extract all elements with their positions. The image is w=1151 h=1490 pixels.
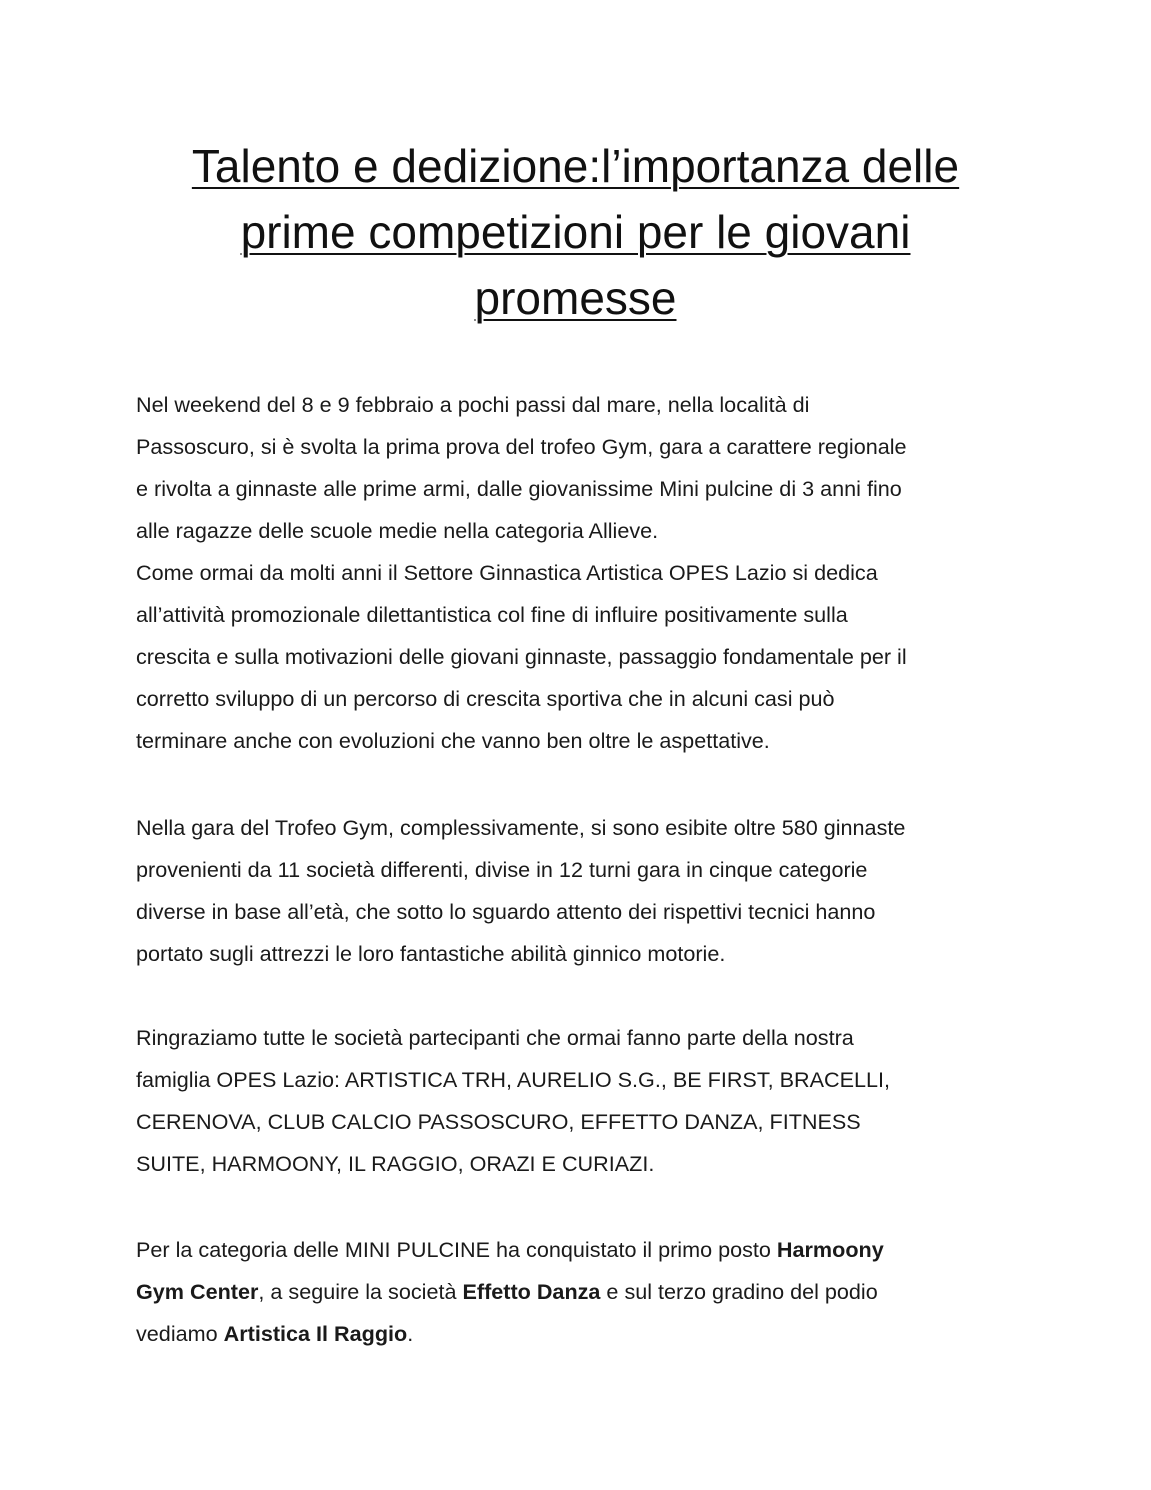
paragraph-4-text: , a seguire la società [258, 1279, 463, 1304]
paragraph-2 [136, 807, 1016, 975]
paragraph-1-line: terminare anche con evoluzioni che vanno ben oltre le aspettative. [136, 728, 770, 753]
paragraph-1-line: e rivolta a ginnaste alle prime armi, dalle giovanissime Mini pulcine di 3 anni fino [136, 476, 902, 501]
paragraph-4-text: . [407, 1321, 414, 1346]
paragraph-4-line-3 [136, 1313, 1016, 1355]
paragraph-1-line: Come ormai da molti anni il Settore Ginnastica Artistica OPES Lazio si dedica [136, 560, 878, 585]
paragraph-3-line: famiglia OPES Lazio: ARTISTICA TRH, AURELIO S.G., BE FIRST, BRACELLI, [136, 1067, 891, 1092]
paragraph-2-line: portato sugli attrezzi le loro fantastiche abilità ginnico motorie. [136, 941, 726, 966]
club-name-harmoony: Harmoony [776, 1237, 884, 1262]
paragraph-4-text: e sul terzo gradino del podio [600, 1279, 878, 1304]
paragraph-4-line-1 [136, 1229, 1016, 1271]
paragraph-1 [136, 384, 1016, 762]
club-name-gym-center: Gym Center [136, 1279, 259, 1304]
title-line-1: Talento e dedizione:l’importanza delle [191, 140, 960, 192]
paragraph-3-line: Ringraziamo tutte le società partecipanti che ormai fanno parte della nostra [136, 1025, 854, 1050]
paragraph-3-line: SUITE, HARMOONY, IL RAGGIO, ORAZI E CURIAZI. [136, 1151, 655, 1176]
paragraph-1-line: crescita e sulla motivazioni delle giovani ginnaste, passaggio fondamentale per il [136, 644, 907, 669]
paragraph-1-line: corretto sviluppo di un percorso di crescita sportiva che in alcuni casi può [136, 686, 835, 711]
paragraph-4 [136, 1229, 1016, 1355]
paragraph-3-line: CERENOVA, CLUB CALCIO PASSOSCURO, EFFETTO DANZA, FITNESS [136, 1109, 861, 1134]
title-line-2: prime competizioni per le giovani [240, 206, 911, 258]
paragraph-1-line: Nel weekend del 8 e 9 febbraio a pochi passi dal mare, nella località di [136, 392, 810, 417]
paragraph-1-line: alle ragazze delle scuole medie nella categoria Allieve. [136, 518, 659, 543]
paragraph-4-text: Per la categoria delle MINI PULCINE ha conquistato il primo posto [136, 1237, 777, 1262]
document-title [130, 133, 1021, 331]
paragraph-4-line-2 [136, 1271, 1016, 1313]
paragraph-3 [136, 1017, 1016, 1185]
paragraph-2-line: Nella gara del Trofeo Gym, complessivamente, si sono esibite oltre 580 ginnaste [136, 815, 906, 840]
paragraph-1-line: all’attività promozionale dilettantistica col fine di influire positivamente sulla [136, 602, 848, 627]
paragraph-2-line: diverse in base all’età, che sotto lo sguardo attento dei rispettivi tecnici hanno [136, 899, 876, 924]
title-line-3: promesse [474, 272, 677, 324]
paragraph-2-line: provenienti da 11 società differenti, divise in 12 turni gara in cinque categorie [136, 857, 868, 882]
club-name-effetto-danza: Effetto Danza [462, 1279, 601, 1304]
paragraph-4-text: vediamo [136, 1321, 224, 1346]
club-name-artistica-il-raggio: Artistica Il Raggio [223, 1321, 408, 1346]
paragraph-1-line: Passoscuro, si è svolta la prima prova del trofeo Gym, gara a carattere regionale [136, 434, 907, 459]
